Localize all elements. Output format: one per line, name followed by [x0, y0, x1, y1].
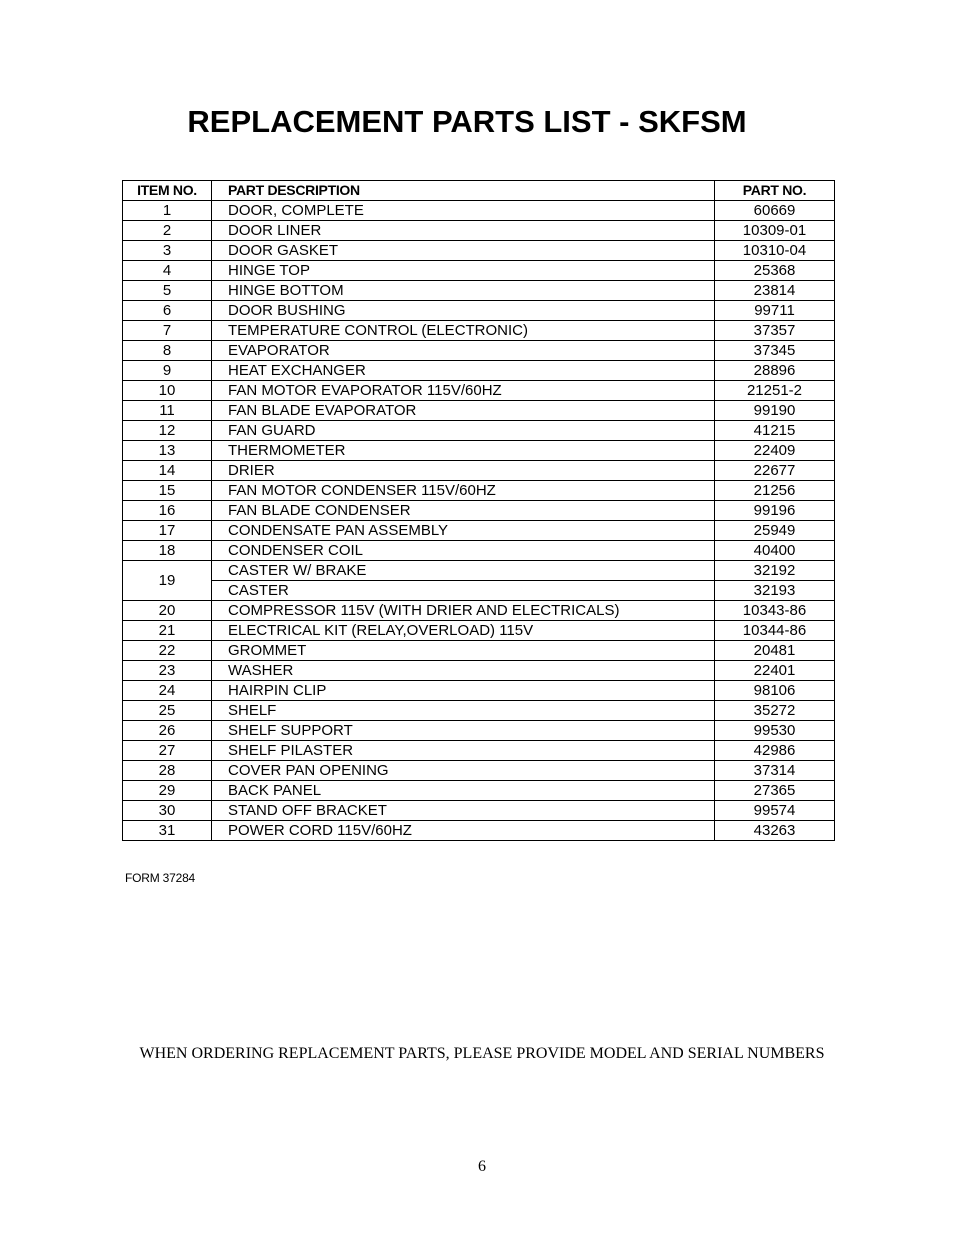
part-number-cell: 20481 [715, 641, 835, 661]
part-number-cell: 25949 [715, 521, 835, 541]
table-row [123, 261, 835, 281]
table-row [123, 581, 835, 601]
part-number-cell: 37357 [715, 321, 835, 341]
item-number-cell: 6 [123, 301, 212, 321]
part-description-cell: ELECTRICAL KIT (RELAY,OVERLOAD) 115V [212, 621, 715, 641]
table-row [123, 221, 835, 241]
table-row [123, 601, 835, 621]
ordering-notice: WHEN ORDERING REPLACEMENT PARTS, PLEASE PROVIDE MODEL AND SERIAL NUMBERS [139, 1045, 825, 1062]
page-title: REPLACEMENT PARTS LIST - SKFSM [187, 104, 747, 139]
column-header-item-no: ITEM NO. [123, 181, 212, 201]
item-number-cell: 23 [123, 661, 212, 681]
part-number-cell: 22409 [715, 441, 835, 461]
part-description-cell: DOOR BUSHING [212, 301, 715, 321]
item-number-cell: 14 [123, 461, 212, 481]
table-row [123, 241, 835, 261]
part-description-cell: DOOR GASKET [212, 241, 715, 261]
table-row [123, 761, 835, 781]
part-number-cell: 99196 [715, 501, 835, 521]
part-description-cell: BACK PANEL [212, 781, 715, 801]
table-row [123, 541, 835, 561]
part-number-cell: 43263 [715, 821, 835, 841]
table-row [123, 801, 835, 821]
part-number-cell: 28896 [715, 361, 835, 381]
part-description-cell: CASTER W/ BRAKE [212, 561, 715, 581]
part-number-cell: 37345 [715, 341, 835, 361]
part-number-cell: 37314 [715, 761, 835, 781]
part-number-cell: 98106 [715, 681, 835, 701]
table-row [123, 481, 835, 501]
part-number-cell: 21251-2 [715, 381, 835, 401]
table-row [123, 621, 835, 641]
part-description-cell: STAND OFF BRACKET [212, 801, 715, 821]
part-description-cell: FAN BLADE EVAPORATOR [212, 401, 715, 421]
item-number-cell: 1 [123, 201, 212, 221]
part-number-cell: 99190 [715, 401, 835, 421]
table-row [123, 681, 835, 701]
page-number: 6 [478, 1158, 486, 1175]
table-row [123, 421, 835, 441]
part-description-cell: FAN GUARD [212, 421, 715, 441]
column-header-part-no: PART NO. [715, 181, 835, 201]
part-number-cell: 99711 [715, 301, 835, 321]
table-row [123, 321, 835, 341]
part-description-cell: SHELF [212, 701, 715, 721]
part-description-cell: FAN BLADE CONDENSER [212, 501, 715, 521]
table-row [123, 441, 835, 461]
part-description-cell: COVER PAN OPENING [212, 761, 715, 781]
part-description-cell: CONDENSATE PAN ASSEMBLY [212, 521, 715, 541]
part-number-cell: 22401 [715, 661, 835, 681]
table-header-row [123, 181, 835, 201]
table-row [123, 461, 835, 481]
part-number-cell: 35272 [715, 701, 835, 721]
table-row [123, 401, 835, 421]
item-number-cell: 16 [123, 501, 212, 521]
item-number-cell: 27 [123, 741, 212, 761]
part-number-cell: 42986 [715, 741, 835, 761]
part-description-cell: HAIRPIN CLIP [212, 681, 715, 701]
part-description-cell: DRIER [212, 461, 715, 481]
item-number-cell: 21 [123, 621, 212, 641]
item-number-cell: 18 [123, 541, 212, 561]
part-description-cell: SHELF SUPPORT [212, 721, 715, 741]
part-description-cell: HINGE BOTTOM [212, 281, 715, 301]
part-description-cell: GROMMET [212, 641, 715, 661]
item-number-cell: 11 [123, 401, 212, 421]
part-number-cell: 27365 [715, 781, 835, 801]
part-number-cell: 40400 [715, 541, 835, 561]
item-number-cell: 8 [123, 341, 212, 361]
part-description-cell: TEMPERATURE CONTROL (ELECTRONIC) [212, 321, 715, 341]
item-number-cell: 25 [123, 701, 212, 721]
part-number-cell: 60669 [715, 201, 835, 221]
item-number-cell: 2 [123, 221, 212, 241]
item-number-cell: 3 [123, 241, 212, 261]
item-number-cell: 28 [123, 761, 212, 781]
item-number-cell: 30 [123, 801, 212, 821]
part-number-cell: 41215 [715, 421, 835, 441]
part-description-cell: FAN MOTOR EVAPORATOR 115V/60HZ [212, 381, 715, 401]
item-number-cell: 15 [123, 481, 212, 501]
item-number-cell: 13 [123, 441, 212, 461]
parts-table-body [123, 201, 835, 841]
table-row [123, 741, 835, 761]
table-row [123, 341, 835, 361]
part-number-cell: 22677 [715, 461, 835, 481]
item-number-cell: 4 [123, 261, 212, 281]
part-number-cell: 25368 [715, 261, 835, 281]
column-header-part-description: PART DESCRIPTION [212, 181, 715, 201]
part-description-cell: COMPRESSOR 115V (WITH DRIER AND ELECTRICALS) [212, 601, 715, 621]
part-description-cell: THERMOMETER [212, 441, 715, 461]
table-row [123, 701, 835, 721]
part-number-cell: 99574 [715, 801, 835, 821]
item-number-cell: 31 [123, 821, 212, 841]
part-number-cell: 10309-01 [715, 221, 835, 241]
part-number-cell: 32192 [715, 561, 835, 581]
part-description-cell: DOOR, COMPLETE [212, 201, 715, 221]
item-number-cell: 7 [123, 321, 212, 341]
part-description-cell: CONDENSER COIL [212, 541, 715, 561]
part-number-cell: 23814 [715, 281, 835, 301]
part-number-cell: 10310-04 [715, 241, 835, 261]
part-description-cell: DOOR LINER [212, 221, 715, 241]
item-number-cell: 5 [123, 281, 212, 301]
table-row [123, 781, 835, 801]
table-row [123, 501, 835, 521]
part-description-cell: SHELF PILASTER [212, 741, 715, 761]
part-description-cell: HINGE TOP [212, 261, 715, 281]
item-number-cell: 22 [123, 641, 212, 661]
table-row [123, 521, 835, 541]
item-number-cell: 19 [123, 561, 212, 601]
item-number-cell: 26 [123, 721, 212, 741]
part-description-cell: EVAPORATOR [212, 341, 715, 361]
table-row [123, 361, 835, 381]
table-row [123, 821, 835, 841]
item-number-cell: 29 [123, 781, 212, 801]
item-number-cell: 9 [123, 361, 212, 381]
table-row [123, 661, 835, 681]
part-number-cell: 10344-86 [715, 621, 835, 641]
item-number-cell: 24 [123, 681, 212, 701]
part-description-cell: HEAT EXCHANGER [212, 361, 715, 381]
part-description-cell: POWER CORD 115V/60HZ [212, 821, 715, 841]
table-row [123, 281, 835, 301]
part-description-cell: CASTER [212, 581, 715, 601]
table-row [123, 641, 835, 661]
item-number-cell: 17 [123, 521, 212, 541]
item-number-cell: 20 [123, 601, 212, 621]
table-row [123, 381, 835, 401]
part-number-cell: 32193 [715, 581, 835, 601]
part-number-cell: 99530 [715, 721, 835, 741]
part-number-cell: 10343-86 [715, 601, 835, 621]
part-description-cell: FAN MOTOR CONDENSER 115V/60HZ [212, 481, 715, 501]
table-row [123, 201, 835, 221]
table-row [123, 561, 835, 581]
parts-table [122, 180, 835, 841]
item-number-cell: 10 [123, 381, 212, 401]
form-number: FORM 37284 [125, 871, 196, 885]
item-number-cell: 12 [123, 421, 212, 441]
part-number-cell: 21256 [715, 481, 835, 501]
table-row [123, 721, 835, 741]
part-description-cell: WASHER [212, 661, 715, 681]
table-row [123, 301, 835, 321]
